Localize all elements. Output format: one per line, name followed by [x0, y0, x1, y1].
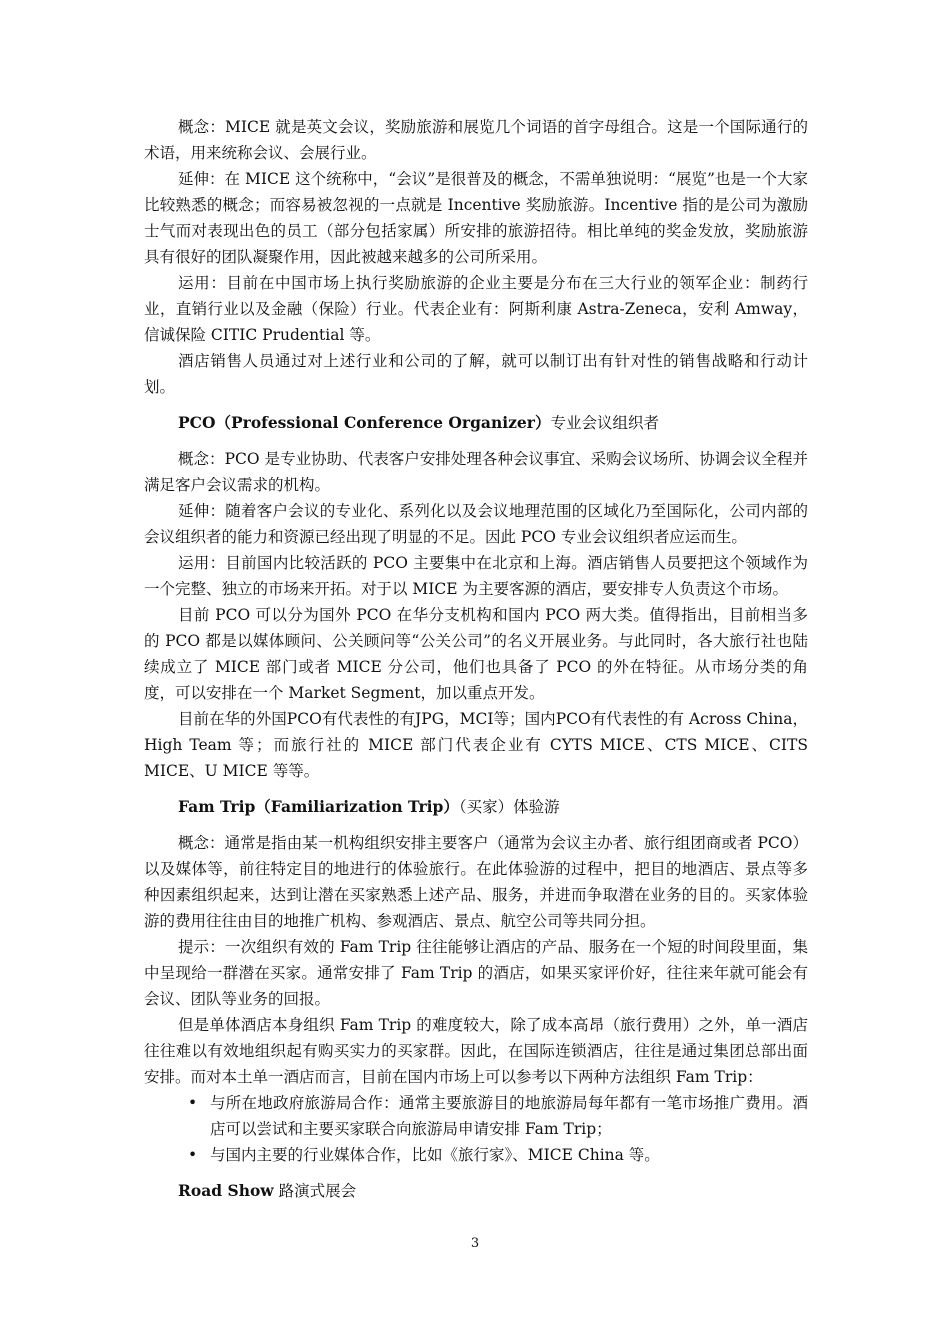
page-number: 3: [470, 1236, 480, 1251]
list-item: [144, 1090, 808, 1142]
pco-usage-paragraph: 运用：目前国内比较活跃的 PCO 主要集中在北京和上海。酒店销售人员要把这个领域作为一个完整、独立的市场来开拓。对于以 MICE 为主要客源的酒店，要安排专人负责这个市场。: [144, 554, 808, 598]
famtrip-heading-normal: （买家）体验游: [458, 798, 560, 816]
roadshow-heading-bold: Road Show: [178, 1181, 274, 1200]
pco-examples-paragraph: 目前在华的外国PCO有代表性的有JPG，MCI等；国内PCO有代表性的有 Across China，High Team 等；而旅行社的 MICE 部门代表企业有 CYTS MICE、CTS MICE、CITS MICE、U MICE 等等。: [144, 710, 808, 780]
famtrip-heading-bold: Fam Trip（Familiarization Trip）: [178, 797, 459, 816]
pco-heading-bold: PCO（Professional Conference Organizer）: [178, 413, 551, 432]
list-item-text: 与所在地政府旅游局合作：通常主要旅游目的地旅游局每年都有一笔市场推广费用。酒店可以尝试和主要买家联合向旅游局申请安排 Fam Trip；: [210, 1094, 808, 1138]
mice-extension-paragraph: 延伸：在 MICE 这个统称中，“会议”是很普及的概念，不需单独说明：“展览”也是一个大家比较熟悉的概念；而容易被忽视的一点就是 Incentive 奖励旅游。Incentive 指的是公司为激励士气而对表现出色的员工（部分包括家属）所安排的旅游招待。相比单纯的奖金发放，奖励旅游具有很好的团队凝聚作用，因此被越来越多的公司所采用。: [144, 170, 808, 266]
mice-concept-paragraph: 概念：MICE 就是英文会议，奖励旅游和展览几个词语的首字母组合。这是一个国际通行的术语，用来统称会议、会展行业。: [144, 118, 808, 162]
document-page: [144, 114, 808, 1214]
roadshow-heading-normal: 路演式展会: [273, 1182, 357, 1200]
famtrip-heading: [144, 794, 808, 820]
pco-heading: [144, 410, 808, 436]
pco-concept-paragraph: 概念：PCO 是专业协助、代表客户安排处理各种会议事宜、采购会议场所、协调会议全程并满足客户会议需求的机构。: [144, 450, 808, 494]
list-item: [144, 1142, 808, 1168]
roadshow-heading: [144, 1178, 808, 1204]
famtrip-method-list: [144, 1090, 808, 1168]
pco-extension-paragraph: 延伸：随着客户会议的专业化、系列化以及会议地理范围的区域化乃至国际化，公司内部的会议组织者的能力和资源已经出现了明显的不足。因此 PCO 专业会议组织者应运而生。: [144, 502, 808, 546]
mice-usage-paragraph: 运用：目前在中国市场上执行奖励旅游的企业主要是分布在三大行业的领军企业：制药行业，直销行业以及金融（保险）行业。代表企业有：阿斯利康 Astra-Zeneca，安利 Amway，信诚保险 CITIC Prudential 等。: [144, 274, 808, 344]
mice-sales-paragraph: 酒店销售人员通过对上述行业和公司的了解，就可以制订出有针对性的销售战略和行动计划。: [144, 352, 808, 396]
bullet-icon: •: [188, 1094, 198, 1112]
famtrip-concept-paragraph: 概念：通常是指由某一机构组织安排主要客户（通常为会议主办者、旅行组团商或者 PCO）以及媒体等，前往特定目的地进行的体验旅行。在此体验游的过程中，把目的地酒店、景点等多种因素组织起来，达到让潜在买家熟悉上述产品、服务，并进而争取潜在业务的目的。买家体验游的费用往往由目的地推广机构、参观酒店、景点、航空公司等共同分担。: [144, 834, 808, 930]
bullet-icon: •: [188, 1146, 198, 1164]
pco-types-paragraph: 目前 PCO 可以分为国外 PCO 在华分支机构和国内 PCO 两大类。值得指出，目前相当多的 PCO 都是以媒体顾问、公关顾问等“公关公司”的名义开展业务。与此同时，各大旅行社也陆续成立了 MICE 部门或者 MICE 分公司，他们也具备了 PCO 的外在特征。从市场分类的角度，可以安排在一个 Market Segment，加以重点开发。: [144, 606, 808, 702]
pco-heading-normal: 专业会议组织者: [550, 414, 659, 432]
famtrip-tip-paragraph: 提示：一次组织有效的 Fam Trip 往往能够让酒店的产品、服务在一个短的时间段里面，集中呈现给一群潜在买家。通常安排了 Fam Trip 的酒店，如果买家评价好，往往来年就可能会有会议、团队等业务的回报。: [144, 938, 808, 1008]
list-item-text: 与国内主要的行业媒体合作，比如《旅行家》、MICE China 等。: [210, 1146, 660, 1164]
famtrip-difficulty-paragraph: 但是单体酒店本身组织 Fam Trip 的难度较大，除了成本高昂（旅行费用）之外，单一酒店往往难以有效地组织起有购买实力的买家群。因此，在国际连锁酒店，往往是通过集团总部出面安排。而对本土单一酒店而言，目前在国内市场上可以参考以下两种方法组织 Fam Trip：: [144, 1016, 808, 1086]
